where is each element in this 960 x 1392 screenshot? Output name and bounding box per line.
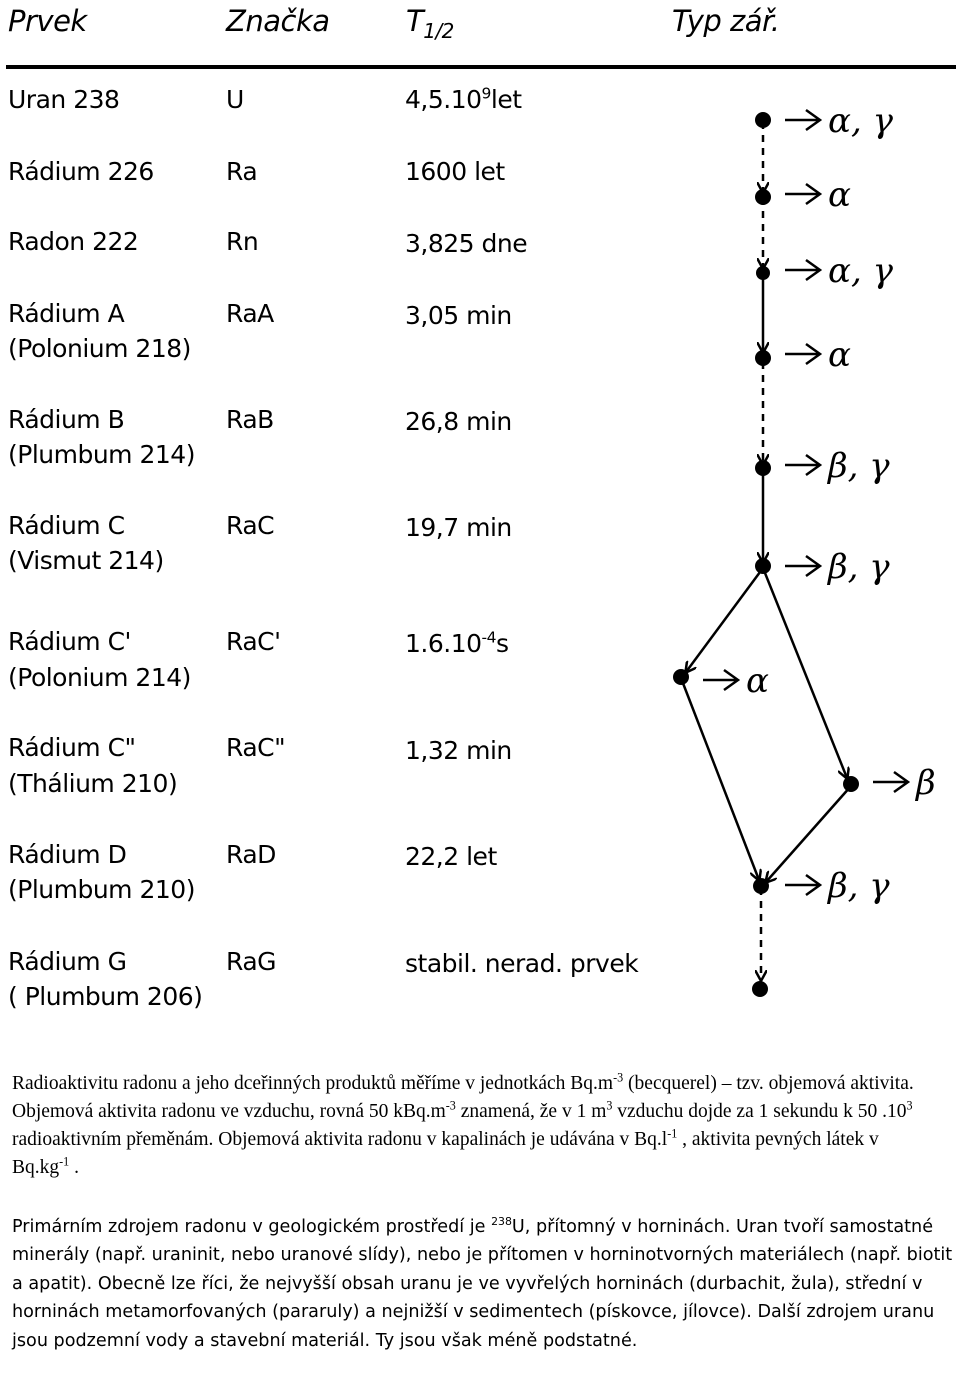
nuclide-node — [755, 350, 771, 366]
element-symbol: RaC" — [226, 733, 286, 762]
element-symbol: RaG — [226, 947, 277, 976]
superscript: 238 — [491, 1215, 512, 1229]
emission-arrow — [785, 556, 820, 576]
half-life: 3,825 dne — [405, 229, 528, 258]
text-run: znamená, že v 1 m — [455, 1101, 607, 1122]
column-header-radiation: Typ zář. — [672, 4, 780, 38]
half-life — [405, 83, 522, 117]
nuclide-node — [673, 669, 689, 685]
half-life: 1600 let — [405, 157, 505, 186]
nuclide-node — [753, 878, 769, 894]
nuclide-node — [755, 558, 771, 574]
radiation-label: α, γ — [828, 101, 893, 141]
element-name: Rádium C" — [8, 733, 136, 762]
element-alias: (Thálium 210) — [8, 769, 178, 798]
element-alias: (Plumbum 214) — [8, 440, 195, 469]
element-symbol: RaA — [226, 299, 274, 328]
text-run: , aktivita pevných látek v Bq.kg — [12, 1129, 879, 1178]
emission-arrow — [703, 670, 738, 690]
text-run: radioaktivním přeměnám. Objemová aktivita radonu v kapalinách je udávána v Bq.l — [12, 1129, 668, 1150]
text-run: (becquerel) – tzv. objemová aktivita. Objemová aktivita radonu ve vzduchu, rovná 50 kBq.m — [12, 1073, 914, 1122]
half-life-exponent: -4 — [481, 628, 496, 647]
superscript: 3 — [606, 1098, 613, 1113]
half-life — [405, 627, 509, 661]
superscript: -3 — [613, 1070, 624, 1085]
emission-arrow — [785, 875, 820, 895]
element-alias: (Polonium 218) — [8, 334, 191, 363]
radiation-label: β, γ — [828, 866, 890, 906]
halflife-subscript: 1/2 — [423, 18, 454, 43]
header-divider — [6, 65, 956, 69]
element-name: Rádium B — [8, 405, 125, 434]
half-life-unit: s — [496, 629, 509, 658]
superscript: -1 — [667, 1126, 678, 1141]
radiation-label: β, γ — [828, 446, 890, 486]
emission-arrow — [785, 455, 820, 475]
text-run: U, přítomný v horninách. Uran tvoří samostatné minerály (např. uraninit, nebo uranové slídy), nebo je přítomen v horninotvorných materiálech (např. biotit a apatit). Obecně lze říci, že nejvyšší obsah uranu je ve vyvřelých horninách (durbachit, žula), střední v horninách metamorfovaných (pararuly) a nejnižší v sedimentech (pískovce, jílovce). Další zdrojem uranu jsou podzemní vody a stavební materiál. Ty jsou však méně podstatné. — [12, 1217, 953, 1351]
decay-arrow — [763, 568, 847, 778]
radiation-label: β — [916, 763, 936, 803]
nuclide-node — [755, 460, 771, 476]
half-life: 22,2 let — [405, 842, 497, 871]
element-name: Uran 238 — [8, 85, 120, 114]
half-life: 26,8 min — [405, 407, 512, 436]
decay-arrow — [681, 678, 759, 880]
radiation-label: α, γ — [828, 251, 893, 291]
emission-arrow — [785, 184, 820, 204]
element-alias: (Vismut 214) — [8, 546, 164, 575]
element-symbol: Rn — [226, 227, 259, 256]
column-header-symbol: Značka — [226, 4, 330, 38]
halflife-symbol: T — [406, 4, 424, 38]
element-name: Rádium A — [8, 299, 125, 328]
element-name: Rádium 226 — [8, 157, 154, 186]
superscript: 3 — [906, 1098, 913, 1113]
nuclide-node — [843, 776, 859, 792]
half-life: 19,7 min — [405, 513, 512, 542]
half-life: 3,05 min — [405, 301, 512, 330]
half-life-mantissa: 4,5.10 — [405, 85, 482, 114]
element-symbol: RaD — [226, 840, 276, 869]
emission-arrow — [873, 772, 908, 792]
element-name: Rádium D — [8, 840, 127, 869]
nuclide-node — [755, 189, 771, 205]
element-name: Rádium C — [8, 511, 125, 540]
half-life: 1,32 min — [405, 736, 512, 765]
element-symbol: RaB — [226, 405, 274, 434]
nuclide-node — [755, 112, 771, 128]
superscript: -3 — [445, 1098, 456, 1113]
element-alias: (Plumbum 210) — [8, 875, 195, 904]
superscript: -1 — [59, 1154, 70, 1169]
nuclide-node — [756, 266, 770, 280]
element-name: Rádium C' — [8, 627, 131, 656]
emission-arrow — [785, 344, 820, 364]
nuclide-node — [752, 981, 768, 997]
half-life-unit: let — [490, 85, 522, 114]
radiation-label: α — [828, 335, 851, 375]
element-symbol: U — [226, 85, 244, 114]
paragraph-activity-units — [12, 1070, 932, 1182]
emission-arrow — [785, 110, 820, 130]
element-alias: ( Plumbum 206) — [8, 982, 203, 1011]
text-run: vzduchu dojde za 1 sekundu k 50 .10 — [612, 1101, 907, 1122]
radiation-label: α — [828, 175, 851, 215]
element-symbol: RaC — [226, 511, 275, 540]
half-life: stabil. nerad. prvek — [405, 949, 639, 978]
decay-arrow — [686, 568, 763, 672]
radiation-label: α — [746, 661, 769, 701]
text-run: . — [69, 1157, 79, 1178]
element-name: Radon 222 — [8, 227, 139, 256]
column-header-halflife — [406, 4, 454, 43]
text-run: Radioaktivitu radonu a jeho dceřinných produktů měříme v jednotkách Bq.m — [12, 1073, 614, 1094]
half-life-exponent: 9 — [481, 84, 491, 103]
element-symbol: Ra — [226, 157, 258, 186]
emission-arrow — [785, 260, 820, 280]
paragraph-radon-sources — [12, 1213, 957, 1355]
radiation-label: β, γ — [828, 547, 890, 587]
element-alias: (Polonium 214) — [8, 663, 191, 692]
column-header-element: Prvek — [8, 4, 87, 38]
text-run: Primárním zdrojem radonu v geologickém prostředí je — [12, 1217, 492, 1237]
decay-chain-diagram — [640, 80, 960, 1020]
element-name: Rádium G — [8, 947, 127, 976]
half-life-mantissa: 1.6.10 — [405, 629, 482, 658]
element-symbol: RaC' — [226, 627, 281, 656]
